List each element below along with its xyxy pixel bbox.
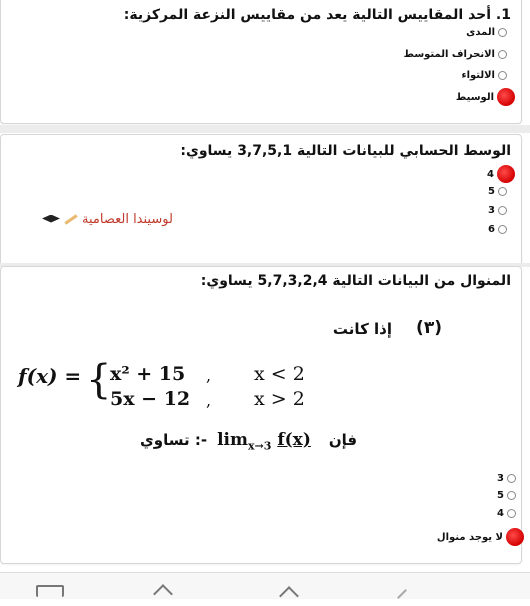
option-label: 6 [488, 224, 495, 235]
watermark-text: لوسيندا العصامية [82, 212, 173, 227]
radio-button[interactable] [507, 509, 516, 518]
case-1-expression: x² + 15 [110, 363, 186, 385]
option-label: الوسيط [455, 91, 494, 103]
equals-label: تساوي :- [140, 431, 208, 449]
then-label: فإن [328, 431, 358, 449]
question-card-3 [0, 266, 522, 564]
q3-option-2[interactable] [497, 490, 516, 501]
option-label: 5 [488, 186, 495, 197]
piecewise-brace: { [86, 357, 112, 403]
option-2[interactable] [404, 49, 507, 60]
q3-option-3[interactable] [497, 508, 516, 519]
option-label: 5 [497, 490, 504, 501]
limit-statement [140, 430, 390, 452]
question-title: 1. أحد المقاييس التالية يعد من مقاييس النزعة المركزية: [123, 7, 511, 23]
question-card-2 [0, 134, 522, 266]
option-3[interactable] [488, 205, 507, 216]
option-label: المدى [466, 27, 495, 38]
option-4[interactable] [456, 88, 507, 106]
lim-text: lim [217, 430, 248, 450]
bottom-toolbar [0, 572, 530, 599]
given-label: إذا كانت [332, 320, 392, 338]
chevron-up-icon[interactable] [279, 586, 299, 606]
radio-button-selected[interactable] [497, 88, 515, 106]
option-4[interactable] [488, 224, 507, 235]
option-label: الالتواء [461, 70, 495, 81]
watermark [42, 212, 173, 227]
radio-button[interactable] [498, 187, 507, 196]
checkbox-icon[interactable] [36, 585, 64, 597]
radio-button[interactable] [498, 206, 507, 215]
radio-button[interactable] [498, 50, 507, 59]
section-divider [0, 125, 530, 133]
writing-hand-icon [64, 214, 77, 224]
radio-button[interactable] [498, 71, 507, 80]
option-2[interactable] [488, 186, 507, 197]
lim-subscript: x→3 [247, 439, 272, 453]
pencil-icon[interactable] [397, 589, 407, 599]
radio-button-selected[interactable] [506, 528, 524, 546]
question-title: المنوال من البيانات التالية 5,7,3,2,4 يساوي: [200, 273, 511, 289]
share-icon[interactable] [153, 584, 173, 604]
radio-button[interactable] [507, 491, 516, 500]
radio-button[interactable] [507, 474, 516, 483]
case-2-expression: 5x − 12 [110, 388, 191, 410]
option-label: 3 [488, 205, 495, 216]
option-label: 3 [497, 473, 504, 484]
case-separator: , [206, 391, 212, 410]
radio-button[interactable] [498, 28, 507, 37]
function-name: f(x) = [18, 364, 82, 388]
option-1[interactable] [487, 165, 507, 183]
option-label: الانحراف المتوسط [403, 49, 495, 60]
option-3[interactable] [461, 70, 507, 81]
case-2-condition: x > 2 [254, 388, 305, 410]
option-1[interactable] [466, 27, 507, 38]
question-title: الوسط الحسابي للبيانات التالية 3,7,5,1 يساوي: [180, 143, 511, 159]
option-label: لا يوجد منوال [436, 531, 503, 543]
option-label: 4 [487, 168, 494, 180]
radio-button[interactable] [498, 225, 507, 234]
option-label: 4 [497, 508, 504, 519]
limit-expression [217, 430, 311, 452]
problem-number: (٣) [416, 318, 442, 338]
case-1-condition: x < 2 [254, 363, 305, 385]
lim-function: f(x) [277, 430, 311, 450]
case-separator: , [206, 366, 212, 385]
q3-option-1[interactable] [497, 473, 516, 484]
graduation-cap-icon [42, 215, 60, 225]
question-card-1 [0, 0, 522, 124]
q3-option-4[interactable] [437, 528, 516, 546]
radio-button-selected[interactable] [497, 165, 515, 183]
